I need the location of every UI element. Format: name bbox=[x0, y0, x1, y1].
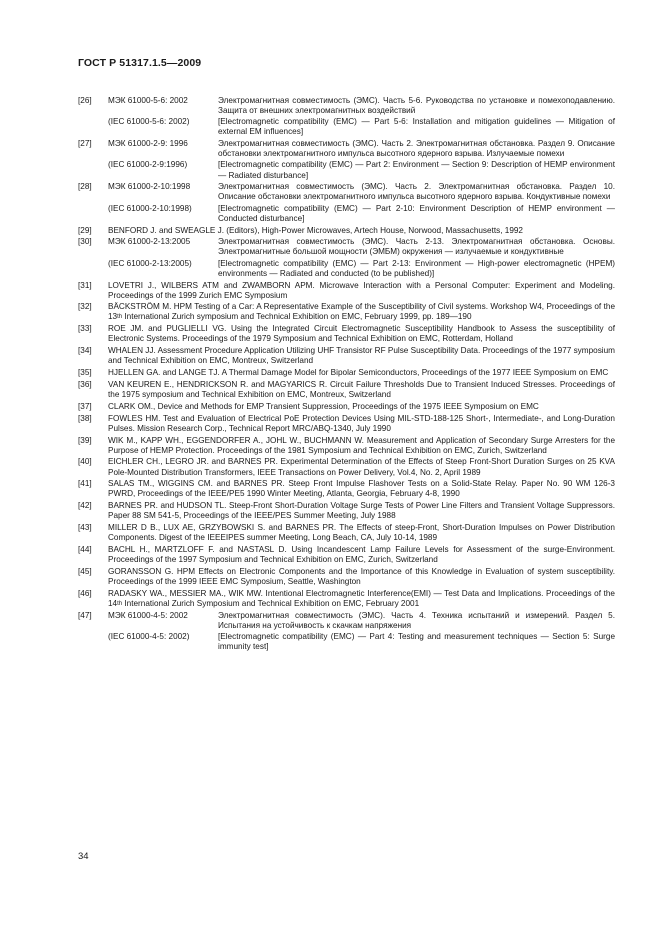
reference-text: LOVETRI J., WILBERS ATM and ZWAMBORN APM. Microwave Interaction with a Personal Computer: Experiment and Modeling. Proceedings of the 1999 Zurich EMC Symposium bbox=[108, 280, 615, 300]
standard-designation: МЭК 61000-2-13:2005 bbox=[108, 237, 191, 247]
reference-number: [27] bbox=[78, 139, 92, 149]
reference-entry bbox=[78, 402, 615, 412]
reference-text bbox=[78, 589, 615, 609]
reference-entry bbox=[78, 457, 615, 477]
reference-text: BENFORD J. and SWEAGLE J. (Editors), High-Power Microwaves, Artech House, Norwood, Massachusetts, 1992 bbox=[108, 225, 523, 235]
reference-number: [31] bbox=[78, 280, 92, 290]
bibliography-list bbox=[78, 96, 615, 654]
standard-designation: МЭК 61000-2-10:1998 bbox=[108, 182, 191, 192]
reference-number: [38] bbox=[78, 413, 92, 423]
standard-entry bbox=[78, 632, 615, 652]
reference-entry bbox=[78, 436, 615, 456]
document-code-header: ГОСТ Р 51317.1.5—2009 bbox=[78, 57, 202, 69]
reference-number: [41] bbox=[78, 479, 92, 489]
reference-text: CLARK OM., Device and Methods for EMP Transient Suppression, Proceedings of the 1975 IEEE Symposium on EMC bbox=[108, 401, 539, 411]
standard-entry bbox=[78, 117, 615, 137]
reference-number: [35] bbox=[78, 368, 92, 378]
reference-text: BARNES PR. and HUDSON TL. Steep-Front Short-Duration Voltage Surge Tests of Power Line Filters and Transient Voltage Suppressors. Paper 88 SM 541-5, Proceedings of the IEEE/PES Summer Meeting, July 1988 bbox=[108, 501, 615, 521]
standard-title: [Electromagnetic compatibility (EMC) — Part 2-13: Environment — High-power electromagnetic (HPEM) environments — Radiated and conducted (to be published)] bbox=[218, 258, 615, 278]
reference-entry bbox=[78, 479, 615, 499]
reference-entry bbox=[78, 302, 615, 322]
reference-entry bbox=[78, 324, 615, 344]
reference-text-part: International Zurich symposium and Technical Exhibition on EMC, February 1999, pp. 189—190 bbox=[122, 312, 472, 322]
reference-entry bbox=[78, 611, 615, 652]
reference-text bbox=[78, 302, 615, 322]
reference-entry bbox=[78, 139, 615, 180]
reference-number: [47] bbox=[78, 610, 92, 620]
standard-designation: (IEC 61000-2-13:2005) bbox=[108, 258, 192, 268]
reference-text: HJELLEN GA. and LANGE TJ. A Thermal Damage Model for Bipolar Semiconductors, Proceedings of the 1977 IEEE Symposium on EMC bbox=[108, 368, 609, 378]
reference-entry bbox=[78, 96, 615, 137]
reference-number: [33] bbox=[78, 324, 92, 334]
standard-entry bbox=[78, 160, 615, 180]
reference-entry bbox=[78, 567, 615, 587]
reference-number: [26] bbox=[78, 96, 92, 105]
standard-title: Электромагнитная совместимость (ЭМС). Часть 2-13. Электромагнитная обстановка. Основы. Электромагнитные большой мощности (ЭМБМ) окружения — излучаемые и кондуктивные bbox=[218, 237, 615, 257]
standard-designation: (IEC 61000-2-9:1996) bbox=[108, 160, 188, 170]
standard-entry bbox=[78, 204, 615, 224]
reference-number: [37] bbox=[78, 401, 92, 411]
standard-entry bbox=[78, 259, 615, 279]
reference-text: MILLER D B., LUX AE, GRZYBOWSKI S. and BARNES PR. The Effects of steep-Front, Short-Duration Impulses on Power Distribution Components. Digest of the IEEEIPES summer Meeting, Long Beach, CA, July 10-14, 1989 bbox=[108, 523, 615, 543]
reference-entry bbox=[78, 226, 615, 236]
standard-title: Электромагнитная совместимость (ЭМС). Часть 4. Техника испытаний и измерений. Раздел 5. Испытания на устойчивость к скачкам напряжения bbox=[218, 610, 615, 630]
reference-text: ROE JM. and PUGLIELLI VG. Using the Integrated Circuit Electromagnetic Susceptibility Handbook to Assess the susceptibility of Electronic Systems. Proceedings of the 1979 Symposium and Technical Exhibition on EMC, Rotterdam, Holland bbox=[108, 324, 615, 344]
reference-number: [40] bbox=[78, 457, 92, 467]
reference-text: SALAS TM., WIGGINS CM. and BARNES PR. Steep Front Impulse Flashover Tests on a Solid-State Relay. Paper No. 90 WM 126-3 PWRD, Proceedings of the IEEE/PE5 1990 Winter Meeting, Atlanta, Georgia, February 4-8, 1990 bbox=[108, 479, 615, 499]
standard-entry bbox=[78, 182, 615, 202]
standard-title: [Electromagnetic compatibility (EMC) — Part 5-6: Installation and mitigation guidelines — Mitigation of external EM influences] bbox=[218, 117, 615, 137]
reference-number: [43] bbox=[78, 523, 92, 533]
reference-entry bbox=[78, 346, 615, 366]
standard-designation: (IEC 61000-2-10:1998) bbox=[108, 203, 192, 213]
standard-title: Электромагнитная совместимость (ЭМС). Часть 5-6. Руководства по установке и помехоподавлению. Защита от внешних электромагнитных воздействий bbox=[218, 96, 615, 116]
reference-entry bbox=[78, 523, 615, 543]
reference-number: [30] bbox=[78, 237, 92, 247]
reference-text: WHALEN JJ. Assessment Procedure Application Utilizing UHF Transistor RF Pulse Susceptibility Data. Proceedings of the 1977 symposium and Technical Exhibition on EMC, Montreux, Switzerland bbox=[108, 346, 615, 366]
reference-entry bbox=[78, 237, 615, 278]
standard-entry bbox=[78, 611, 615, 631]
reference-number: [34] bbox=[78, 346, 92, 356]
reference-text-part: RADASKY WA., MESSIER MA., WIK MW. Intentional Electromagnetic Interference(EMI) — Test Data and Implications. Proceedings of the 14 bbox=[108, 588, 615, 608]
reference-text: WIK M., KAPP WH., EGGENDORFER A., JOHL W., BUCHMANN W. Measurement and Application of Secondary Surge Arresters for the Purpose of HEMP Protection. Proceedings of the 1981 Symposium and Technical Exhibition on EMC, Zurich, Switzerland bbox=[108, 435, 615, 455]
standard-designation: (IEC 61000-5-6: 2002) bbox=[108, 117, 190, 127]
reference-number: [46] bbox=[78, 588, 92, 598]
reference-text: BACHL H., MARTZLOFF F. and NASTASL D. Using Incandescent Lamp Failure Levels for Assessment of the surge-Environment. Proceedings of the 1997 Symposium and Technical Exhibition on EMC, Zurich, Switzerland bbox=[108, 545, 615, 565]
standard-title: [Electromagnetic compatibility (EMC) — Part 2: Environment — Section 9: Description of HEMP environment — Radiated disturbance] bbox=[218, 160, 615, 180]
reference-entry bbox=[78, 501, 615, 521]
reference-text: GORANSSON G. HPM Effects on Electronic Components and the Importance of this Knowledge in Evaluation of system susceptibility. Proceedings of the 1999 IEEE EMC Symposium, Seattle, Washington bbox=[108, 566, 615, 586]
reference-number: [45] bbox=[78, 566, 92, 576]
reference-number: [28] bbox=[78, 182, 92, 192]
reference-entry bbox=[78, 182, 615, 223]
standard-entry bbox=[78, 139, 615, 159]
reference-number: [36] bbox=[78, 379, 92, 389]
reference-entry bbox=[78, 368, 615, 378]
standard-title: Электромагнитная совместимость (ЭМС). Часть 2. Электромагнитная обстановка. Раздел 10. Описание обстановки электромагнитного импульса высотного ядерного взрыва. Кондуктивные помехи bbox=[218, 182, 615, 202]
ordinal-superscript: th bbox=[117, 600, 123, 607]
reference-text-part: International Zurich Symposium and Technical Exhibition on EMC, February 2001 bbox=[122, 598, 420, 608]
standard-title: Электромагнитная совместимость (ЭМС). Часть 2. Электромагнитная обстановка. Раздел 9. Описание обстановки электромагнитного импульса высотного ядерного взрыва. Излучаемые помехи bbox=[218, 139, 615, 159]
reference-text: EICHLER CH., LEGRO JR. and BARNES PR. Experimental Determination of the Effects of Steep Front-Short Duration Surges on 25 KVA Pole-Mounted Distribution Transformers, IEEE Transactions on Power Delivery, Vol.4, No. 2, April 1989 bbox=[108, 457, 615, 477]
standard-entry bbox=[78, 237, 615, 257]
reference-number: [29] bbox=[78, 225, 92, 235]
reference-number: [42] bbox=[78, 501, 92, 511]
standard-entry bbox=[78, 96, 615, 116]
page-number: 34 bbox=[78, 851, 89, 862]
reference-text-part: BÄCKSTRÖM M. HPM Testing of a Car: A Representative Example of the Susceptibility of Civil systems. Workshop W4, Proceedings of the 13 bbox=[108, 302, 615, 322]
reference-text: FOWLES HM. Test and Evaluation of Electrical PoE Protection Devices Using MIL-STD-188-125 Short-, Intermediate-, and Long-Duration Pulses. Mission Research Corp., Technical Report MRC/ABQ-1340, July 1990 bbox=[108, 413, 615, 433]
reference-entry bbox=[78, 380, 615, 400]
standard-title: [Electromagnetic compatibility (EMC) — Part 4: Testing and measurement techniques — Section 5: Surge immunity test] bbox=[218, 631, 615, 652]
reference-entry bbox=[78, 281, 615, 301]
reference-number: [32] bbox=[78, 302, 92, 312]
reference-entry bbox=[78, 545, 615, 565]
standard-designation: (IEC 61000-4-5: 2002) bbox=[108, 631, 190, 641]
reference-entry bbox=[78, 414, 615, 434]
reference-number: [44] bbox=[78, 545, 92, 555]
reference-entry bbox=[78, 589, 615, 609]
reference-text: VAN KEUREN E., HENDRICKSON R. and MAGYARICS R. Circuit Failure Thresholds Due to Transient Induced Stresses. Proceedings of the 1975 symposium and Technical Exhibition on EMC, Montreux, Switzerland bbox=[108, 379, 615, 399]
reference-number: [39] bbox=[78, 435, 92, 445]
ordinal-superscript: th bbox=[117, 314, 123, 321]
standard-designation: МЭК 61000-2-9: 1996 bbox=[108, 139, 188, 149]
standard-title: [Electromagnetic compatibility (EMC) — Part 2-10: Environment Description of HEMP environment — Conducted disturbance] bbox=[218, 203, 615, 223]
standard-designation: МЭК 61000-5-6: 2002 bbox=[108, 96, 188, 105]
standard-designation: МЭК 61000-4-5: 2002 bbox=[108, 610, 188, 620]
